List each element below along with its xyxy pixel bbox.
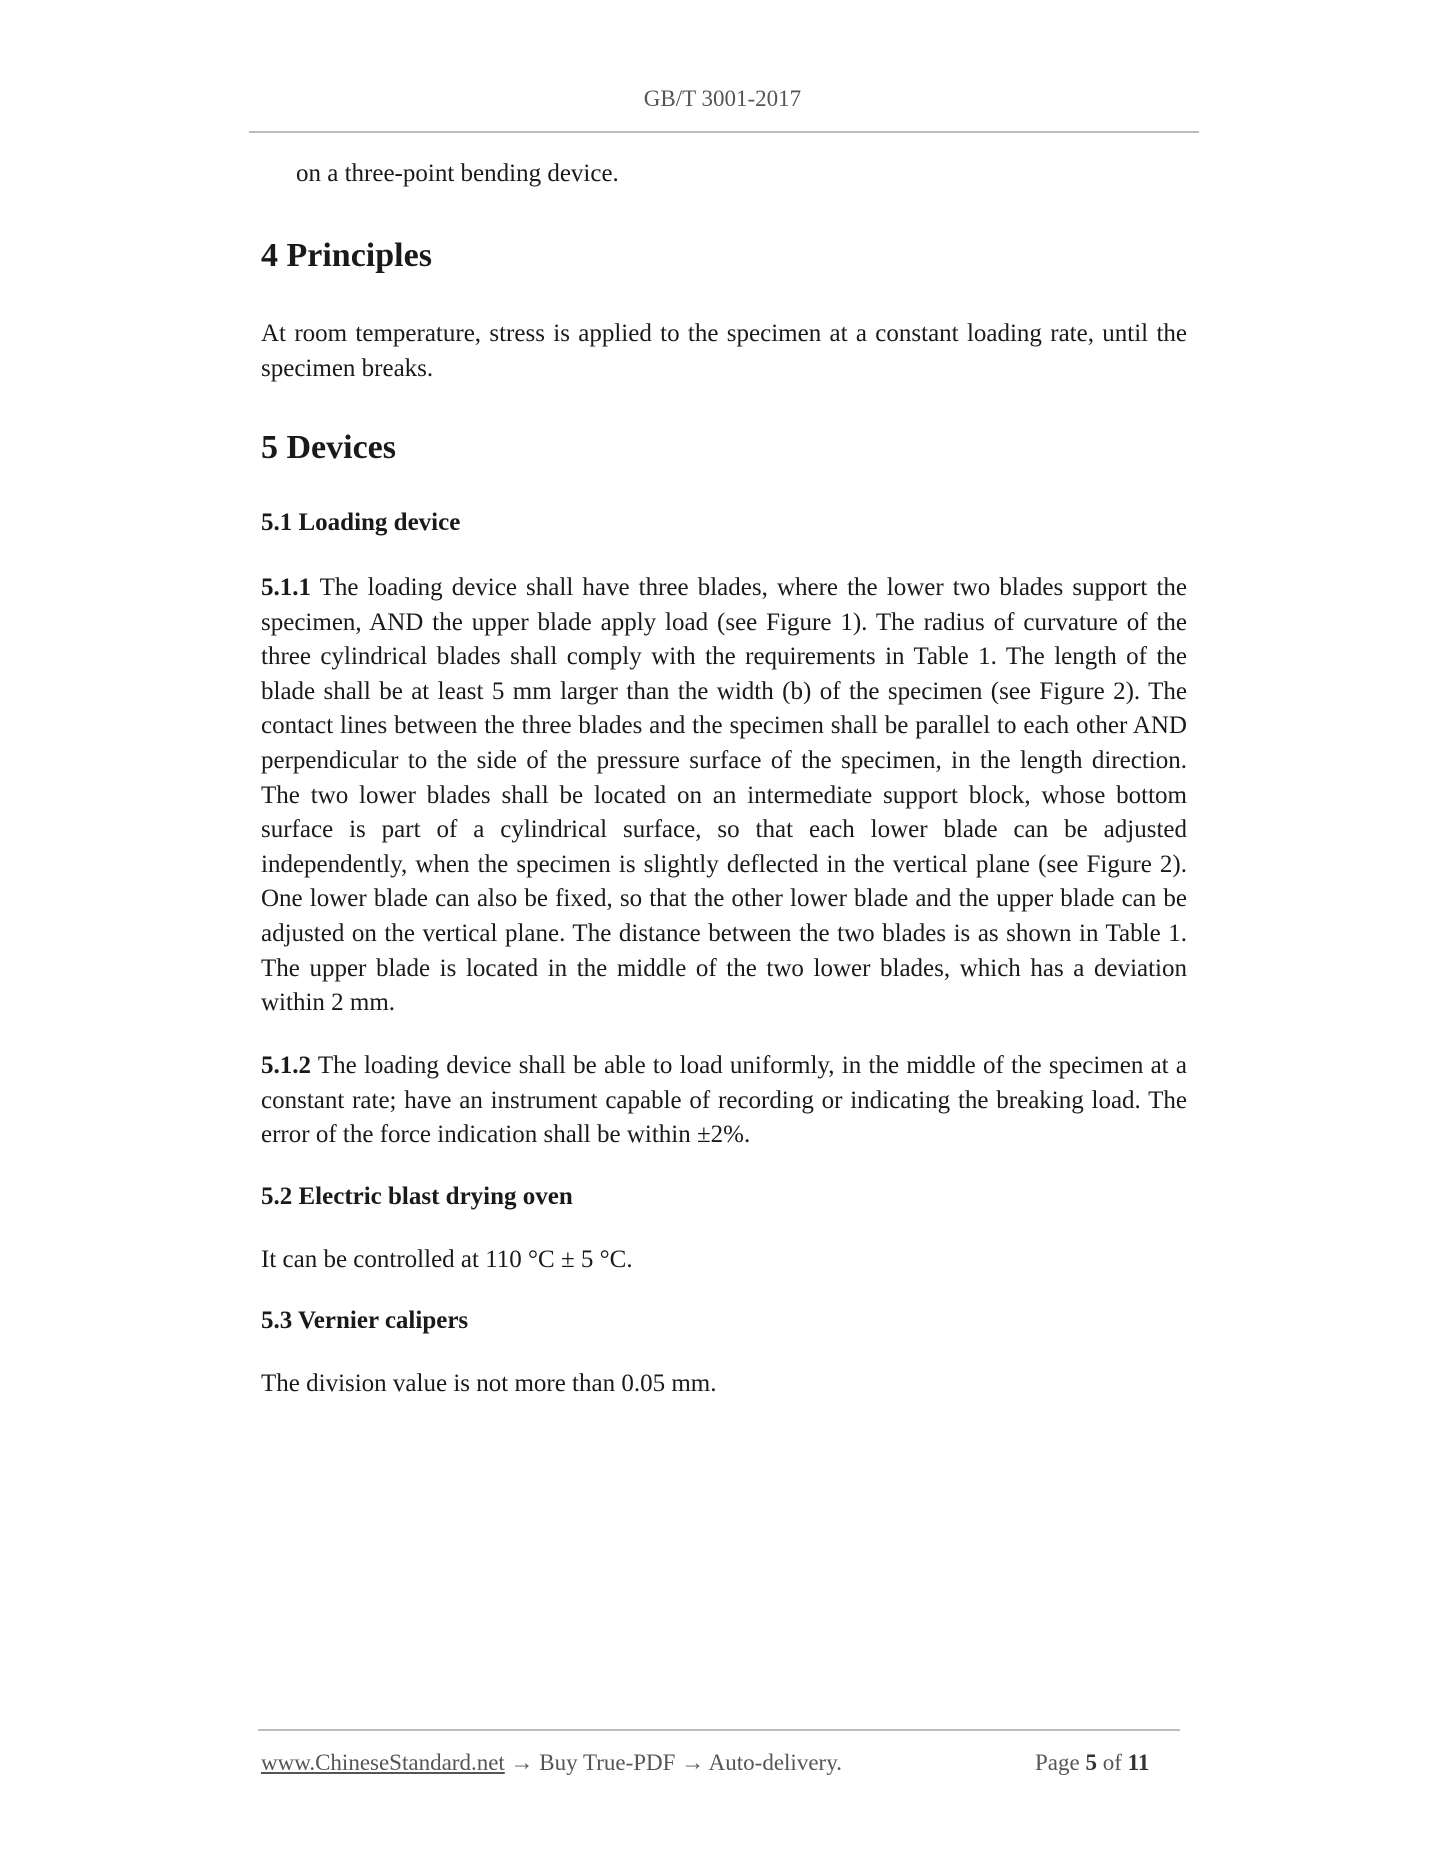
section-4-heading: 4 Principles	[261, 237, 432, 274]
buy-true-pdf-text: Buy True-PDF	[539, 1750, 676, 1775]
section-4-paragraph: At room temperature, stress is applied to the specimen at a constant loading rate, until the specimen breaks.	[261, 320, 1187, 382]
clause-5-1-2	[261, 1049, 1187, 1153]
section-5-1-heading: 5.1 Loading device	[261, 509, 461, 536]
header-divider	[249, 131, 1199, 133]
section-5-3-heading: 5.3 Vernier calipers	[261, 1307, 469, 1334]
clause-5-1-2-number: 5.1.2	[261, 1052, 311, 1079]
section-5-2-paragraph: It can be controlled at 110 °C ± 5 °C.	[261, 1246, 633, 1273]
page-of-label: of	[1102, 1750, 1122, 1775]
footer-promo	[261, 1750, 842, 1776]
clause-5-1-1-number: 5.1.1	[261, 574, 311, 601]
website-link[interactable]: www.ChineseStandard.net	[261, 1750, 505, 1775]
page-number	[1035, 1750, 1149, 1776]
clause-5-1-1-text: The loading device shall have three blades, where the lower two blades support the specimen, AND the upper blade apply load (see Figure 1). The radius of curvature of the three cylindrical blades shall comply with the requirements in Table 1. The length of the blade shall be at least 5 mm larger than the width (b) of the specimen (see Figure 2). The contact lines between the three blades and the specimen shall be parallel to each other AND perpendicular to the side of the pressure surface of the specimen, in the length direction. The two lower blades shall be located on an intermediate support block, whose bottom surface is part of a cylindrical surface, so that each lower blade can be adjusted independently, when the specimen is slightly deflected in the vertical plane (see Figure 2). One lower blade can also be fixed, so that the other lower blade and the upper blade can be adjusted on the vertical plane. The distance between the two blades is as shown in Table 1. The upper blade is located in the middle of the two lower blades, which has a deviation within 2 mm.	[261, 574, 1187, 1017]
arrow-right-icon: →	[510, 1750, 534, 1775]
page-current: 5	[1085, 1750, 1097, 1775]
section-5-3-paragraph: The division value is not more than 0.05 mm.	[261, 1370, 717, 1397]
document-code-header: GB/T 3001-2017	[643, 86, 802, 111]
continuation-text: on a three-point bending device.	[296, 160, 619, 187]
section-5-heading: 5 Devices	[261, 429, 397, 466]
page-label: Page	[1035, 1750, 1080, 1775]
auto-delivery-text: Auto-delivery.	[708, 1750, 842, 1775]
footer-divider	[258, 1729, 1180, 1731]
page-total: 11	[1127, 1750, 1150, 1775]
section-5-2-heading: 5.2 Electric blast drying oven	[261, 1183, 573, 1210]
arrow-right-icon: →	[681, 1750, 705, 1775]
clause-5-1-2-text: The loading device shall be able to load uniformly, in the middle of the specimen at a constant rate; have an instrument capable of recording or indicating the breaking load. The error of the force indication shall be within ±2%.	[261, 1052, 1187, 1149]
clause-5-1-1	[261, 571, 1187, 1021]
